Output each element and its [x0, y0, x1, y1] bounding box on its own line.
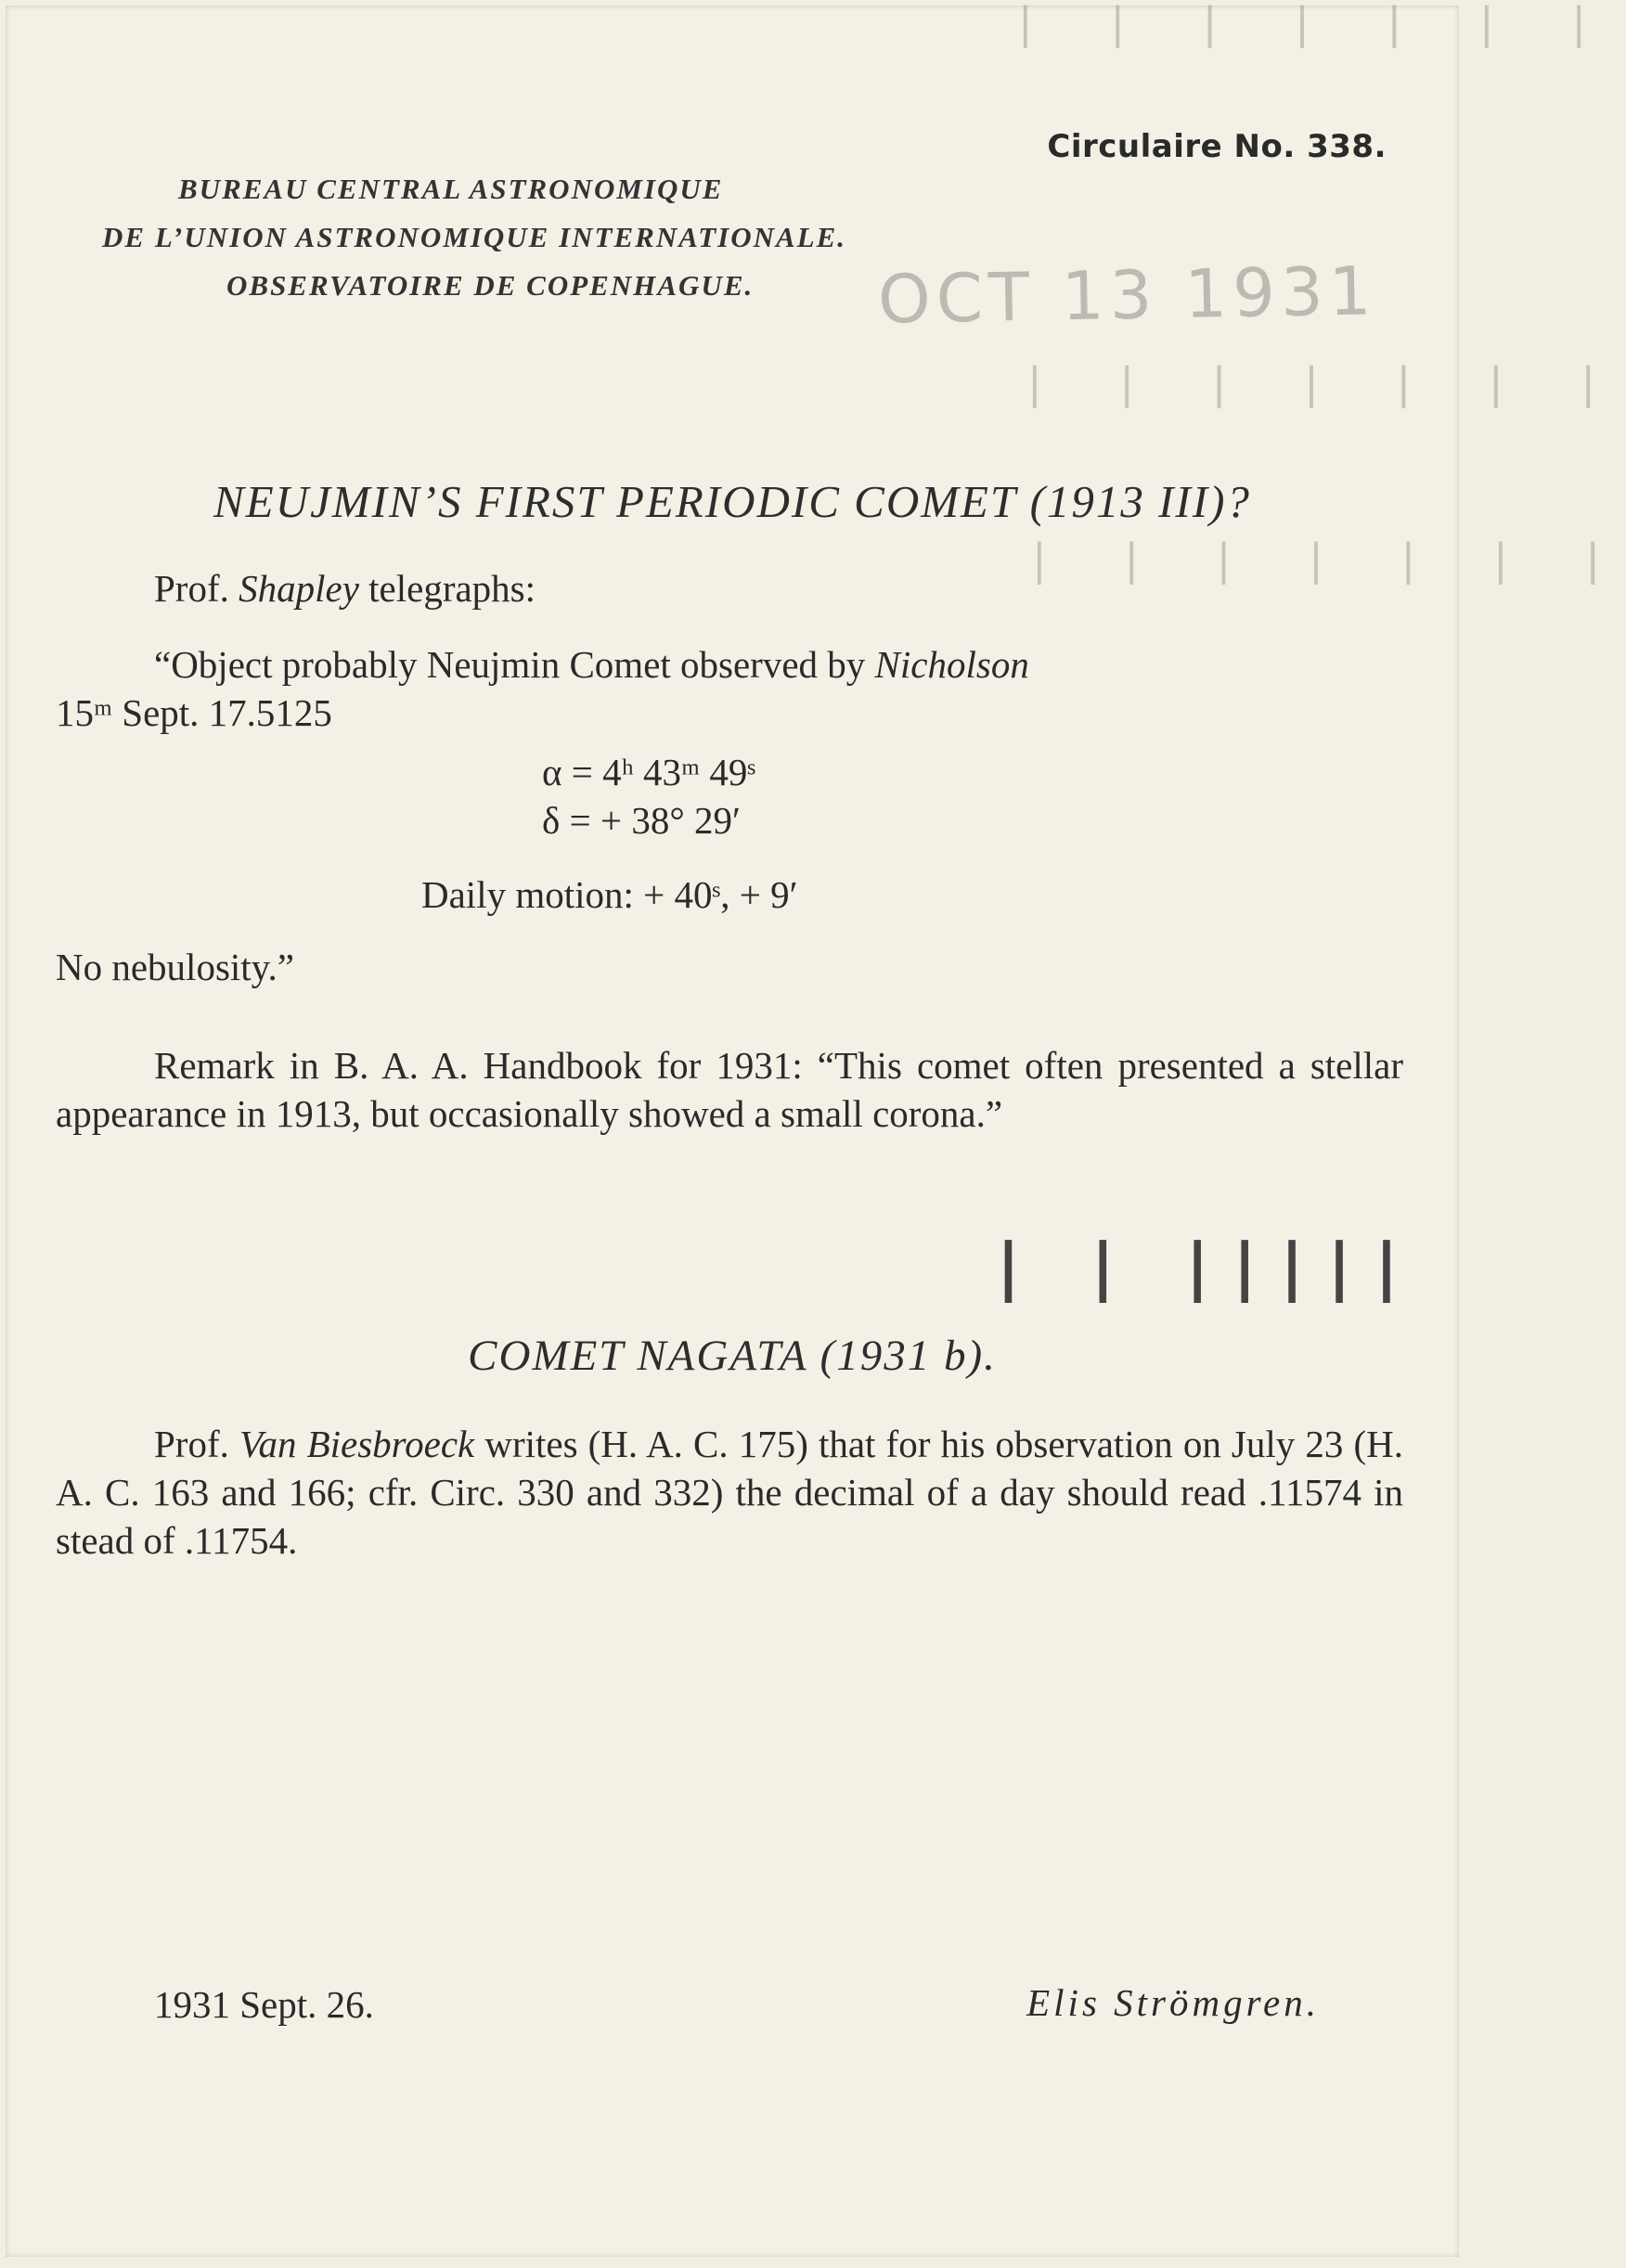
postmark-cancel-lines: | | | | | | |: [1022, 358, 1622, 408]
section2-text: writes (H. A. C. 175) that for his observation on July 23 (H. A. C. 163 and 166; cfr. Circ. 330 and 332) the decimal of a day should read .11574 in stead of .11754.: [56, 1423, 1404, 1562]
delta-value: δ = + 38° 29′: [542, 799, 741, 842]
section1-title: NEUJMIN’S FIRST PERIODIC COMET (1913 III)?: [213, 476, 1251, 527]
remark-paragraph: Remark in B. A. A. Handbook for 1931: “This comet often presented a stellar appearance in 1913, but occasionally showed a small corona.”: [56, 1044, 1403, 1135]
quote-line-1: [154, 640, 1402, 689]
quote-line1-prefix: “Object probably Neujmin Comet observed by: [154, 643, 866, 686]
circular-number: Circulaire No. 338.: [1047, 128, 1387, 165]
footer-date: 1931 Sept. 26.: [154, 1983, 374, 2026]
daily-motion: Daily motion: + 40ˢ, + 9′: [421, 873, 798, 916]
header-line-2: DE L’UNION ASTRONOMIQUE INTERNATIONALE.: [102, 221, 847, 253]
intro-name: Shapley: [239, 567, 359, 610]
section2-prefix: Prof.: [154, 1423, 229, 1465]
received-date-stamp: OCT 13 1931: [877, 251, 1378, 339]
postmark-cancel-lines: | | | | | | |: [1013, 0, 1613, 48]
quote-line-2: 15ᵐ Sept. 17.5125: [56, 691, 332, 734]
section2-title: COMET NAGATA (1931 b).: [468, 1332, 997, 1380]
intro-suffix: telegraphs:: [368, 567, 536, 610]
postmark-cancel-lines: | | | | | | |: [1026, 535, 1626, 585]
observer-name: Nicholson: [874, 643, 1029, 686]
bottom-cancel-marks: | | |||||: [989, 1231, 1415, 1304]
header-line-1: BUREAU CENTRAL ASTRONOMIQUE: [178, 173, 724, 205]
alpha-value: α = 4ʰ 43ᵐ 49ˢ: [542, 751, 756, 793]
circular-card: [6, 0, 1626, 2257]
section1-intro: [154, 564, 536, 612]
section2-paragraph: [56, 1420, 1403, 1565]
signature: Elis Strömgren.: [1026, 1981, 1320, 2024]
section2-name: Van Biesbroeck: [239, 1423, 475, 1465]
intro-prefix: Prof.: [154, 567, 229, 610]
no-nebulosity: No nebulosity.”: [56, 946, 294, 988]
header-line-3: OBSERVATOIRE DE COPENHAGUE.: [226, 269, 755, 302]
